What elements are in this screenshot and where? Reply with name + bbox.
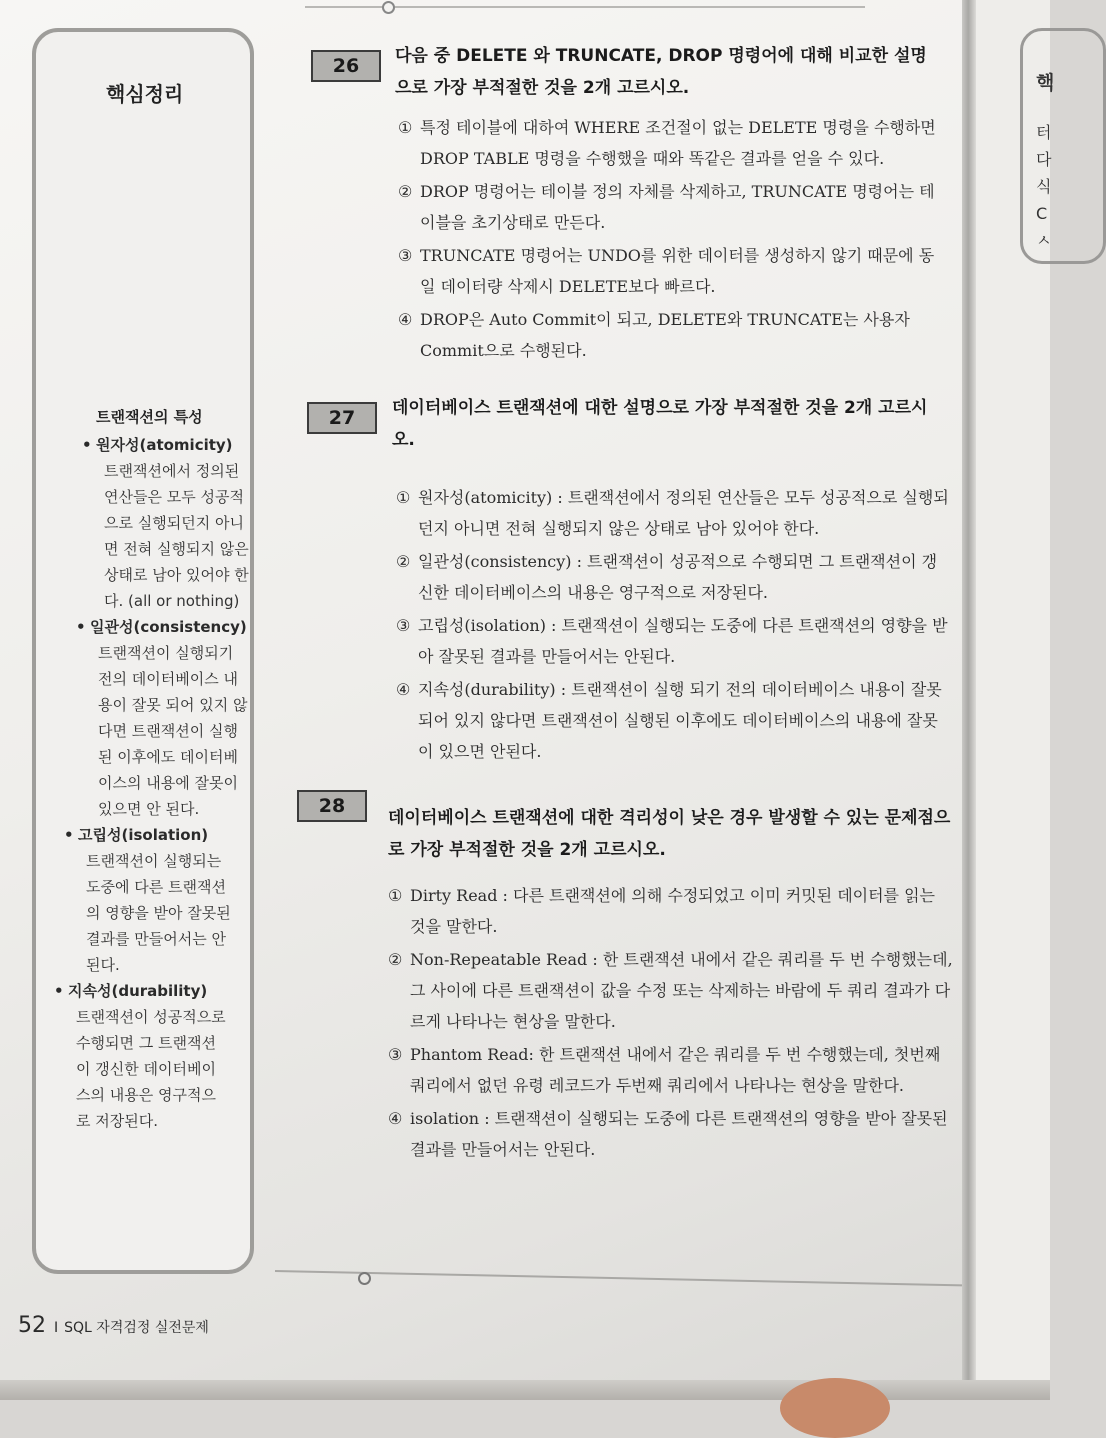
option-number: ② bbox=[388, 950, 403, 969]
option bbox=[388, 944, 954, 1037]
question-number: 28 bbox=[297, 790, 367, 822]
option-text: Dirty Read : 다른 트랜잭션에 의해 수정되었고 이미 커밋된 데이터를 읽는 것을 말한다. bbox=[410, 886, 936, 936]
book-title: SQL 자격검정 실전문제 bbox=[64, 1320, 209, 1336]
summary-desc: 트랜잭션이 실행되기 전의 데이터베이스 내용이 잘못 되어 있지 않다면 트랜잭션이 실행된 이후에도 데이터베이스의 내용에 잘못이 있으면 안 된다. bbox=[98, 644, 248, 818]
bottom-divider-dot bbox=[358, 1272, 371, 1285]
option bbox=[388, 880, 954, 942]
top-divider-dot bbox=[382, 1, 395, 14]
option-text: isolation : 트랜잭션이 실행되는 도중에 다른 트랜잭션의 영향을 받아 잘못된 결과를 만들어서는 안된다. bbox=[410, 1109, 948, 1159]
summary-title: 핵심정리 bbox=[106, 82, 184, 106]
summary-desc: 트랜잭션이 성공적으로 수행되면 그 트랜잭션이 갱신한 데이터베이스의 내용은 영구적으로 저장된다. bbox=[76, 1008, 226, 1130]
option-text: 고립성(isolation) : 트랜잭션이 실행되는 도중에 다른 트랜잭션의 영향을 받아 잘못된 결과를 만들어서는 안된다. bbox=[418, 616, 948, 666]
question-number: 26 bbox=[311, 50, 381, 82]
option-number: ④ bbox=[388, 1109, 403, 1128]
summary-term: • 원자성(atomicity) bbox=[96, 432, 262, 458]
option-number: ② bbox=[396, 552, 411, 571]
option-text: TRUNCATE 명령어는 UNDO를 위한 데이터를 생성하지 않기 때문에 동일 데이터량 삭제시 DELETE보다 빠르다. bbox=[420, 246, 935, 296]
option-number: ② bbox=[398, 182, 413, 201]
summary-term: • 지속성(durability) bbox=[68, 978, 262, 1004]
page-bottom-shadow bbox=[0, 1380, 1050, 1400]
option bbox=[396, 610, 950, 672]
option-number: ① bbox=[388, 886, 403, 905]
question-options bbox=[398, 112, 938, 368]
option bbox=[398, 176, 938, 238]
option-text: DROP은 Auto Commit이 되고, DELETE와 TRUNCATE는 사용자 Commit으로 수행된다. bbox=[420, 310, 910, 360]
option-text: Non-Repeatable Read : 한 트랜잭션 내에서 같은 쿼리를 두 번 수행했는데, 그 사이에 다른 트랜잭션이 값을 수정 또는 삭제하는 바람에 두 쿼리 결과가 다르게 나타나는 현상을 말한다. bbox=[410, 950, 953, 1031]
finger-edge bbox=[780, 1378, 890, 1438]
footer-separator: I bbox=[54, 1320, 59, 1336]
option-text: 특정 테이블에 대하여 WHERE 조건절이 없는 DELETE 명령을 수행하면 DROP TABLE 명령을 수행했을 때와 똑같은 결과를 얻을 수 있다. bbox=[420, 118, 936, 168]
adjacent-char: ㅅ bbox=[1036, 231, 1052, 250]
option bbox=[396, 482, 950, 544]
question-title: 데이터베이스 트랜잭션에 대한 설명으로 가장 부적절한 것을 2개 고르시오. bbox=[392, 398, 928, 450]
summary-desc: 트랜잭션에서 정의된 연산들은 모두 성공적으로 실행되던지 아니면 전혀 실행되지 않은 상태로 남아 있어야 한다. (all or nothing) bbox=[104, 462, 249, 610]
option bbox=[398, 112, 938, 174]
option bbox=[388, 1103, 954, 1165]
option-text: 일관성(consistency) : 트랜잭션이 성공적으로 수행되면 그 트랜잭션이 갱신한 데이터베이스의 내용은 영구적으로 저장된다. bbox=[418, 552, 938, 602]
option bbox=[388, 1039, 954, 1101]
question-options bbox=[388, 880, 954, 1167]
summary-subtitle: 트랜잭션의 특성 bbox=[96, 408, 203, 426]
option-text: 지속성(durability) : 트랜잭션이 실행 되기 전의 데이터베이스 내용이 잘못 되어 있지 않다면 트랜잭션이 실행된 이후에도 데이터베이스의 내용에 잘못이 있으면 안된다. bbox=[418, 680, 942, 761]
adjacent-page bbox=[976, 0, 1055, 1400]
option bbox=[396, 546, 950, 608]
option-number: ③ bbox=[398, 246, 413, 265]
question-options bbox=[396, 482, 950, 769]
question-number: 27 bbox=[307, 402, 377, 434]
question-title: 다음 중 DELETE 와 TRUNCATE, DROP 명령어에 대해 비교한 설명으로 가장 부적절한 것을 2개 고르시오. bbox=[395, 46, 927, 98]
summary-item bbox=[90, 614, 262, 822]
summary-item bbox=[78, 822, 262, 978]
summary-list bbox=[66, 432, 262, 1134]
option bbox=[396, 674, 950, 767]
option bbox=[398, 240, 938, 302]
adjacent-char: 다 bbox=[1036, 150, 1052, 169]
option-text: 원자성(atomicity) : 트랜잭션에서 정의된 연산들은 모두 성공적으로 실행되던지 아니면 전혀 실행되지 않은 상태로 남아 있어야 한다. bbox=[418, 488, 949, 538]
summary-term: • 고립성(isolation) bbox=[78, 822, 262, 848]
summary-item bbox=[68, 978, 262, 1134]
summary-desc: 트랜잭션이 실행되는 도중에 다른 트랜잭션의 영향을 받아 잘못된 결과를 만들어서는 안 된다. bbox=[86, 852, 231, 974]
adjacent-page-text bbox=[1036, 70, 1054, 254]
adjacent-heading: 핵 bbox=[1036, 72, 1055, 94]
adjacent-char: C bbox=[1036, 204, 1048, 223]
option-number: ④ bbox=[396, 680, 411, 699]
adjacent-summary-box bbox=[1020, 28, 1106, 264]
question-title: 데이터베이스 트랜잭션에 대한 격리성이 낮은 경우 발생할 수 있는 문제점으로 가장 부적절한 것을 2개 고르시오. bbox=[388, 808, 951, 860]
page-number: 52 bbox=[18, 1313, 46, 1338]
book-spine-fold bbox=[962, 0, 976, 1400]
page-footer bbox=[18, 1313, 209, 1338]
option-number: ③ bbox=[396, 616, 411, 635]
summary-term: • 일관성(consistency) bbox=[90, 614, 262, 640]
bottom-divider bbox=[275, 1270, 975, 1287]
adjacent-char: 터 bbox=[1036, 123, 1052, 142]
option bbox=[398, 304, 938, 366]
option-number: ③ bbox=[388, 1045, 403, 1064]
option-number: ① bbox=[396, 488, 411, 507]
option-number: ① bbox=[398, 118, 413, 137]
option-number: ④ bbox=[398, 310, 413, 329]
option-text: Phantom Read: 한 트랜잭션 내에서 같은 쿼리를 두 번 수행했는데, 첫번째 쿼리에서 없던 유령 레코드가 두번째 쿼리에서 나타나는 현상을 말한다. bbox=[410, 1045, 941, 1095]
adjacent-char: 식 bbox=[1036, 177, 1052, 196]
summary-item bbox=[96, 432, 262, 614]
option-text: DROP 명령어는 테이블 정의 자체를 삭제하고, TRUNCATE 명령어는 테이블을 초기상태로 만든다. bbox=[420, 182, 935, 232]
